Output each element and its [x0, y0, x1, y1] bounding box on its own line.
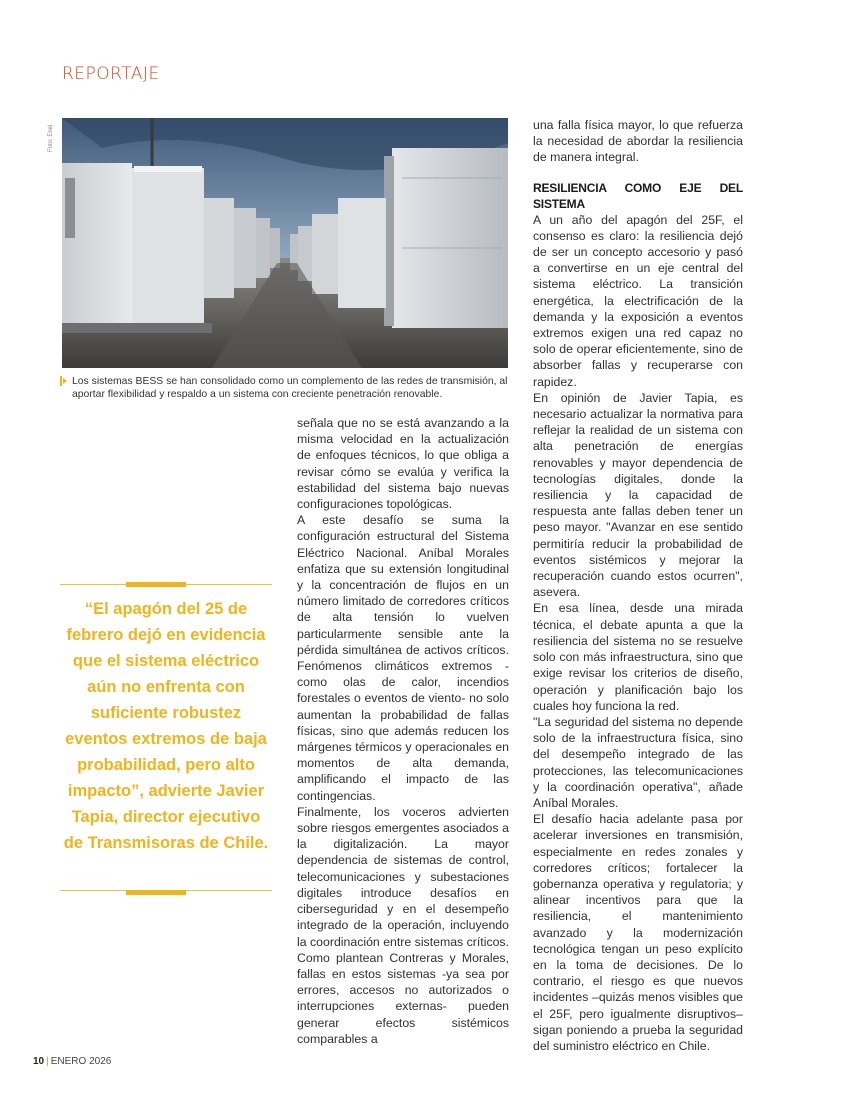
paragraph: En opinión de Javier Tapia, es necesario actualizar la normativa para reflejar la realidad de un sistema con alta penetración de energías renovables y mayor dependencia de tecnologías digitales, donde la resiliencia y la capacidad de respuesta ante fallas deben tener un peso mayor. "Avanzar en ese sentido permitiría reducir la probabilidad de eventos sistémicos y mejorar la recuperación cuando estos ocurren", asevera.	[533, 390, 743, 600]
article-column-middle	[297, 415, 509, 1047]
battery-storage-illustration	[62, 118, 508, 368]
pull-quote	[60, 582, 272, 894]
pull-quote-text: “El apagón del 25 de febrero dejó en evidencia que el sistema eléctrico aún no enfrenta con suficiente robustez eventos extremos de baja probabilidad, pero alto impacto”, advierte Javier Tapia, director ejecutivo de Transmisoras de Chile.	[63, 600, 269, 852]
paragraph: señala que no se está avanzando a la misma velocidad en la actualización de enfoques técnicos, lo que obliga a revisar cómo se evalúa y verifica la estabilidad del sistema bajo nuevas configuraciones topológicas.	[297, 416, 509, 512]
paragraph: una falla física mayor, lo que refuerza la necesidad de abordar la resiliencia de manera integral.	[533, 118, 743, 165]
page-number: 10	[33, 1056, 45, 1067]
paragraph: "La seguridad del sistema no depende solo de la infraestructura física, sino del desempeño integrado de las protecciones, las telecomunicaciones y la coordinación operativa", añade Aníbal Morales.	[533, 714, 743, 810]
section-label: REPORTAJE	[62, 64, 160, 84]
caption-text: Los sistemas BESS se han consolidado como un complemento de las redes de transmisión, al aportar flexibilidad y respaldo a un sistema con creciente penetración renovable.	[72, 376, 508, 400]
subheading: RESILIENCIA COMO EJE DEL SISTEMA	[533, 180, 743, 211]
footer-separator: |	[46, 1056, 49, 1067]
photo-caption	[62, 375, 512, 401]
photo-credit	[48, 118, 58, 158]
article-column-right	[533, 117, 743, 1054]
issue-date: ENERO 2026	[50, 1056, 112, 1067]
paragraph: El desafío hacia adelante pasa por acelerar inversiones en transmisión, especialmente en redes zonales y corredores críticos; fortalecer la gobernanza operativa y regulatoria; y alinear incentivos para que la resiliencia, el mantenimiento avanzado y la modernización tecnológica tengan un peso explícito en la toma de decisiones. De lo contrario, el riesgo es que nuevos incidentes –quizás menos visibles que el 25F, pero igualmente disruptivos– sigan poniendo a prueba la seguridad del suministro eléctrico en Chile.	[533, 812, 743, 1053]
quote-bottom-bar	[126, 890, 186, 895]
caption-arrow-icon	[60, 376, 68, 386]
page-footer	[33, 1056, 111, 1067]
quote-top-bar	[126, 582, 186, 587]
paragraph: A un año del apagón del 25F, el consenso es claro: la resiliencia dejó de ser un concepto accesorio y pasó a convertirse en un eje central del sistema eléctrico. La transición energética, la electrificación de la demanda y la exposición a eventos extremos exigen una red capaz no solo de operar eficientemente, sino de absorber fallas y recuperarse con rapidez.	[533, 212, 743, 389]
paragraph: A este desafío se suma la configuración estructural del Sistema Eléctrico Nacional. Aníbal Morales enfatiza que su extensión longitudinal y la concentración de flujos en un número limitado de corredores críticos de alta tensión lo vuelven particularmente sensible ante la pérdida simultánea de activos críticos. Fenómenos climáticos extremos -como olas de calor, incendios forestales o eventos de viento- no solo aumentan la probabilidad de fallas físicas, sino que además reducen los márgenes térmicos y operacionales en momentos de alta demanda, amplificando el impacto de las contingencias.	[297, 513, 509, 803]
paragraph: En esa línea, desde una mirada técnica, el debate apunta a que la resiliencia del sistema no se resuelve solo con más infraestructura, sino que exige revisar los criterios de diseño, operación y planificación bajo los cuales hoy funciona la red.	[533, 601, 743, 713]
photo-credit-text: Foto: Enel	[48, 124, 54, 152]
paragraph: Finalmente, los voceros advierten sobre riesgos emergentes asociados a la digitalización. La mayor dependencia de sistemas de control, telecomunicaciones y subestaciones digitales introduce desafíos en ciberseguridad y en el desempeño integrado de la operación, incluyendo la coordinación entre sistemas críticos. Como plantean Contreras y Morales, fallas en estos sistemas -ya sea por errores, accesos no autorizados o interrupciones externas- pueden generar efectos sistémicos comparables a	[297, 804, 509, 1046]
bess-photo	[62, 118, 508, 368]
